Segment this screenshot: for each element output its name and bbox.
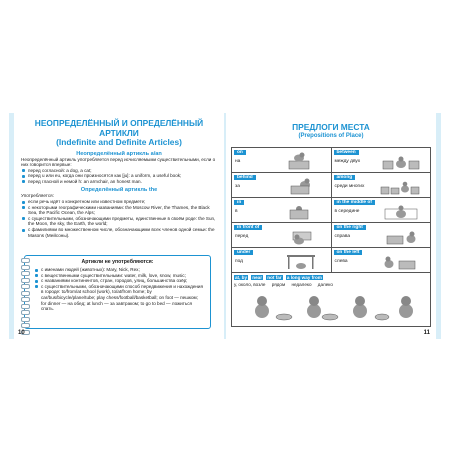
table-cell bbox=[332, 173, 432, 197]
book-spread bbox=[9, 113, 441, 339]
left-page bbox=[14, 113, 224, 339]
cat-in-box-icon bbox=[277, 201, 325, 220]
preposition-en: on the right bbox=[334, 225, 366, 230]
preposition-en: under bbox=[234, 250, 253, 255]
preposition-ru: у, около, возле bbox=[234, 282, 266, 287]
preposition-ru: в середине bbox=[334, 209, 360, 214]
cat-on-box-icon bbox=[277, 151, 325, 170]
title-en: (Indefinite and Definite Articles) bbox=[56, 137, 182, 147]
table-cell bbox=[231, 173, 332, 197]
table-cell bbox=[231, 223, 332, 247]
preposition-en: in the middle of bbox=[334, 200, 375, 205]
bullet-item: если речь идёт о конкретном или известном предмете; bbox=[21, 199, 217, 205]
indefinite-section bbox=[14, 157, 224, 185]
preposition-en: on bbox=[234, 150, 246, 155]
table-cell bbox=[231, 198, 332, 222]
cat-on-left-icon bbox=[377, 251, 425, 270]
cat-on-right-icon bbox=[377, 226, 425, 245]
bullet-item: с именами людей (животных): Mary, Nick, Rex; bbox=[34, 267, 204, 273]
preposition-en: near bbox=[252, 275, 262, 280]
table-cell bbox=[332, 223, 432, 247]
preposition-ru: недалеко bbox=[291, 282, 312, 287]
bullet-item: перед гласной и немой h: an armchair, an honest man. bbox=[21, 179, 217, 185]
preposition-en: a long way from bbox=[286, 275, 322, 280]
cat-in-middle-icon bbox=[377, 201, 425, 220]
preposition-ru: справа bbox=[334, 234, 350, 239]
preposition-ru: слева bbox=[334, 259, 348, 264]
subheading-definite: Определённый артикль the bbox=[80, 187, 158, 194]
spiral-binding-icon bbox=[21, 258, 29, 336]
cat-under-table-icon bbox=[277, 251, 325, 270]
preposition-ru: далеко bbox=[317, 282, 333, 287]
preposition-ru: под bbox=[235, 259, 243, 264]
table-cell bbox=[332, 148, 432, 172]
page-subtitle: (Prepositions of Place) bbox=[298, 133, 364, 139]
right-page bbox=[226, 113, 436, 339]
no-article-box bbox=[24, 255, 211, 329]
preposition-en: among bbox=[334, 175, 356, 180]
preposition-en: between bbox=[334, 150, 359, 155]
table-cell bbox=[332, 198, 432, 222]
cat-behind-box-icon bbox=[277, 176, 325, 195]
table-cell bbox=[231, 148, 332, 172]
page-number: 10 bbox=[18, 330, 25, 336]
table-row bbox=[231, 222, 431, 247]
preposition-en: behind bbox=[234, 175, 256, 180]
page-title bbox=[14, 119, 224, 148]
bullet-item: с существительными, обозначающими предметы, единственные в своём роде: the Sun, the Moon, the sky, the Earth, the world; bbox=[21, 216, 217, 227]
bullet-item: перед согласной: a dog, a cat; bbox=[21, 168, 217, 174]
distance-labels-ru bbox=[234, 282, 338, 287]
table-row bbox=[231, 147, 431, 172]
definite-section bbox=[14, 193, 224, 238]
subheading-indefinite: Неопределённый артикль a/an bbox=[76, 150, 162, 157]
uses-text: Употребляется: bbox=[21, 193, 54, 199]
preposition-ru: среди многих bbox=[334, 184, 365, 189]
preposition-ru: в bbox=[235, 209, 238, 214]
preposition-ru: рядом bbox=[271, 282, 286, 287]
preposition-en: on the left bbox=[334, 250, 363, 255]
bullet-item: перед u или eu, когда они произносятся как [ju]: a uniform, a useful book; bbox=[21, 173, 217, 179]
preposition-ru: между двух bbox=[334, 159, 361, 164]
table-row-distance bbox=[231, 272, 431, 327]
cat-among-boxes-icon bbox=[377, 176, 425, 195]
preposition-en: not far bbox=[267, 275, 282, 280]
box-title: Артикли не употребляются: bbox=[81, 259, 154, 265]
cats-and-bowls-icon bbox=[242, 289, 422, 323]
intro-text: Неопределённый артикль употребляется перед исчисляемыми существительными, если о них говорится впервые: bbox=[21, 156, 216, 168]
table-cell bbox=[231, 248, 332, 272]
preposition-ru: перед bbox=[235, 234, 249, 239]
bullet-item: с существительными, обозначающими способ передвижения и нахождения в городе: to/from/at school (work), to/at/from home; by car/bus/bicycle/plane/tube; play chess/football/basketball; on foot — пешком; for dinner — на обед; at lunch — за завтраком; to go to bed — ложиться спать. bbox=[34, 284, 204, 312]
bullet-item: с вещественными существительными: water, milk, love, snow, music; bbox=[34, 273, 204, 279]
cat-between-boxes-icon bbox=[377, 151, 425, 170]
preposition-ru: на bbox=[235, 159, 241, 164]
bullet-item: с некоторыми географическими названиями: the Moscow River, the Thames, the Black Sea, the Pacific Ocean, the Alps; bbox=[21, 205, 217, 216]
cat-in-front-icon bbox=[277, 226, 325, 245]
box-list bbox=[25, 267, 210, 312]
prepositions-table bbox=[231, 147, 431, 327]
preposition-en: in front of bbox=[234, 225, 262, 230]
preposition-ru: за bbox=[235, 184, 240, 189]
distance-labels-en bbox=[234, 275, 325, 280]
bullet-item: с названиями континентов, стран, городов, улиц, большинства озёр; bbox=[34, 278, 204, 284]
page-title: ПРЕДЛОГИ МЕСТА bbox=[292, 122, 370, 132]
page-number: 11 bbox=[423, 330, 430, 336]
table-row bbox=[231, 247, 431, 272]
table-row bbox=[231, 197, 431, 222]
bullet-item: с фамилиями во множественном числе, обозначающими всех членов одной семьи: the Masons (Мейсоны). bbox=[21, 227, 217, 238]
title-ru: НЕОПРЕДЕЛЁННЫЙ И ОПРЕДЕЛЁННЫЙ АРТИКЛИ bbox=[34, 118, 204, 138]
table-row bbox=[231, 172, 431, 197]
table-cell bbox=[332, 248, 432, 272]
preposition-en: at, by bbox=[235, 275, 247, 280]
preposition-en: in bbox=[234, 200, 244, 205]
